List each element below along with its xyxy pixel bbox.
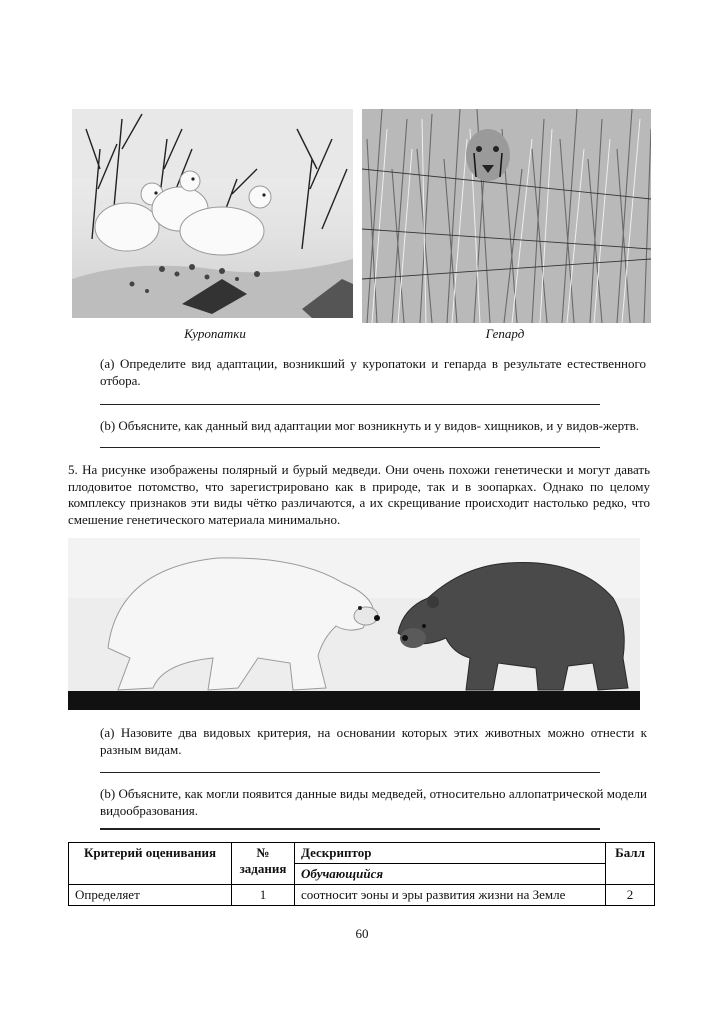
header-score: Балл bbox=[606, 843, 655, 885]
question-5-intro: 5. На рисунке изображены полярный и бурый медведи. Они очень похожи генетически и могут давать плодовитое потомство, что зарегистрировано как в природе, так и в зоопарках. Однако по целому комплексу признаков эти виды чётко различаются, а их скрещивание происходит настолько редко, что смешение генетического материала минимально. bbox=[68, 462, 650, 527]
cheetah-illustration bbox=[362, 109, 651, 323]
question-5b: (b) Объясните, как могли появится данные виды медведей, относительно аллопатрической модели видообразования. bbox=[100, 786, 647, 818]
answer-line-5b[interactable] bbox=[100, 828, 600, 830]
partridges-illustration bbox=[72, 109, 353, 318]
question-4a: (a) Определите вид адаптации, возникший у куропатоки и гепарда в результате естественного отбора. bbox=[100, 356, 646, 388]
cheetah-photo bbox=[362, 109, 651, 323]
table-row bbox=[69, 885, 655, 906]
header-learner: Обучающийся bbox=[295, 864, 606, 885]
answer-line-5a[interactable] bbox=[100, 772, 600, 773]
header-descriptor: Дескриптор bbox=[295, 843, 606, 864]
page-number: 60 bbox=[355, 926, 369, 941]
row-criterion: Определяет bbox=[69, 885, 232, 906]
header-criterion: Критерий оценивания bbox=[69, 843, 232, 885]
answer-line-4a[interactable] bbox=[100, 404, 600, 405]
row-score: 2 bbox=[606, 885, 655, 906]
partridges-photo bbox=[72, 109, 353, 318]
answer-line-4b[interactable] bbox=[100, 447, 600, 448]
partridge-caption: Куропатки bbox=[184, 326, 246, 341]
row-task-no: 1 bbox=[232, 885, 295, 906]
question-4b: (b) Объясните, как данный вид адаптации мог возникнуть и у видов- хищников, и у видов-жертв. bbox=[100, 418, 639, 433]
assessment-table bbox=[68, 842, 655, 906]
question-5a: (a) Назовите два видовых критерия, на основании которых этих животных можно отнести к разным видам. bbox=[100, 725, 647, 757]
cheetah-caption: Гепард bbox=[485, 326, 525, 341]
bears-illustration bbox=[68, 538, 640, 710]
bears-photo bbox=[68, 538, 640, 710]
row-descriptor: соотносит эоны и эры развития жизни на Земле bbox=[295, 885, 606, 906]
header-task-no: № задания bbox=[232, 843, 295, 885]
